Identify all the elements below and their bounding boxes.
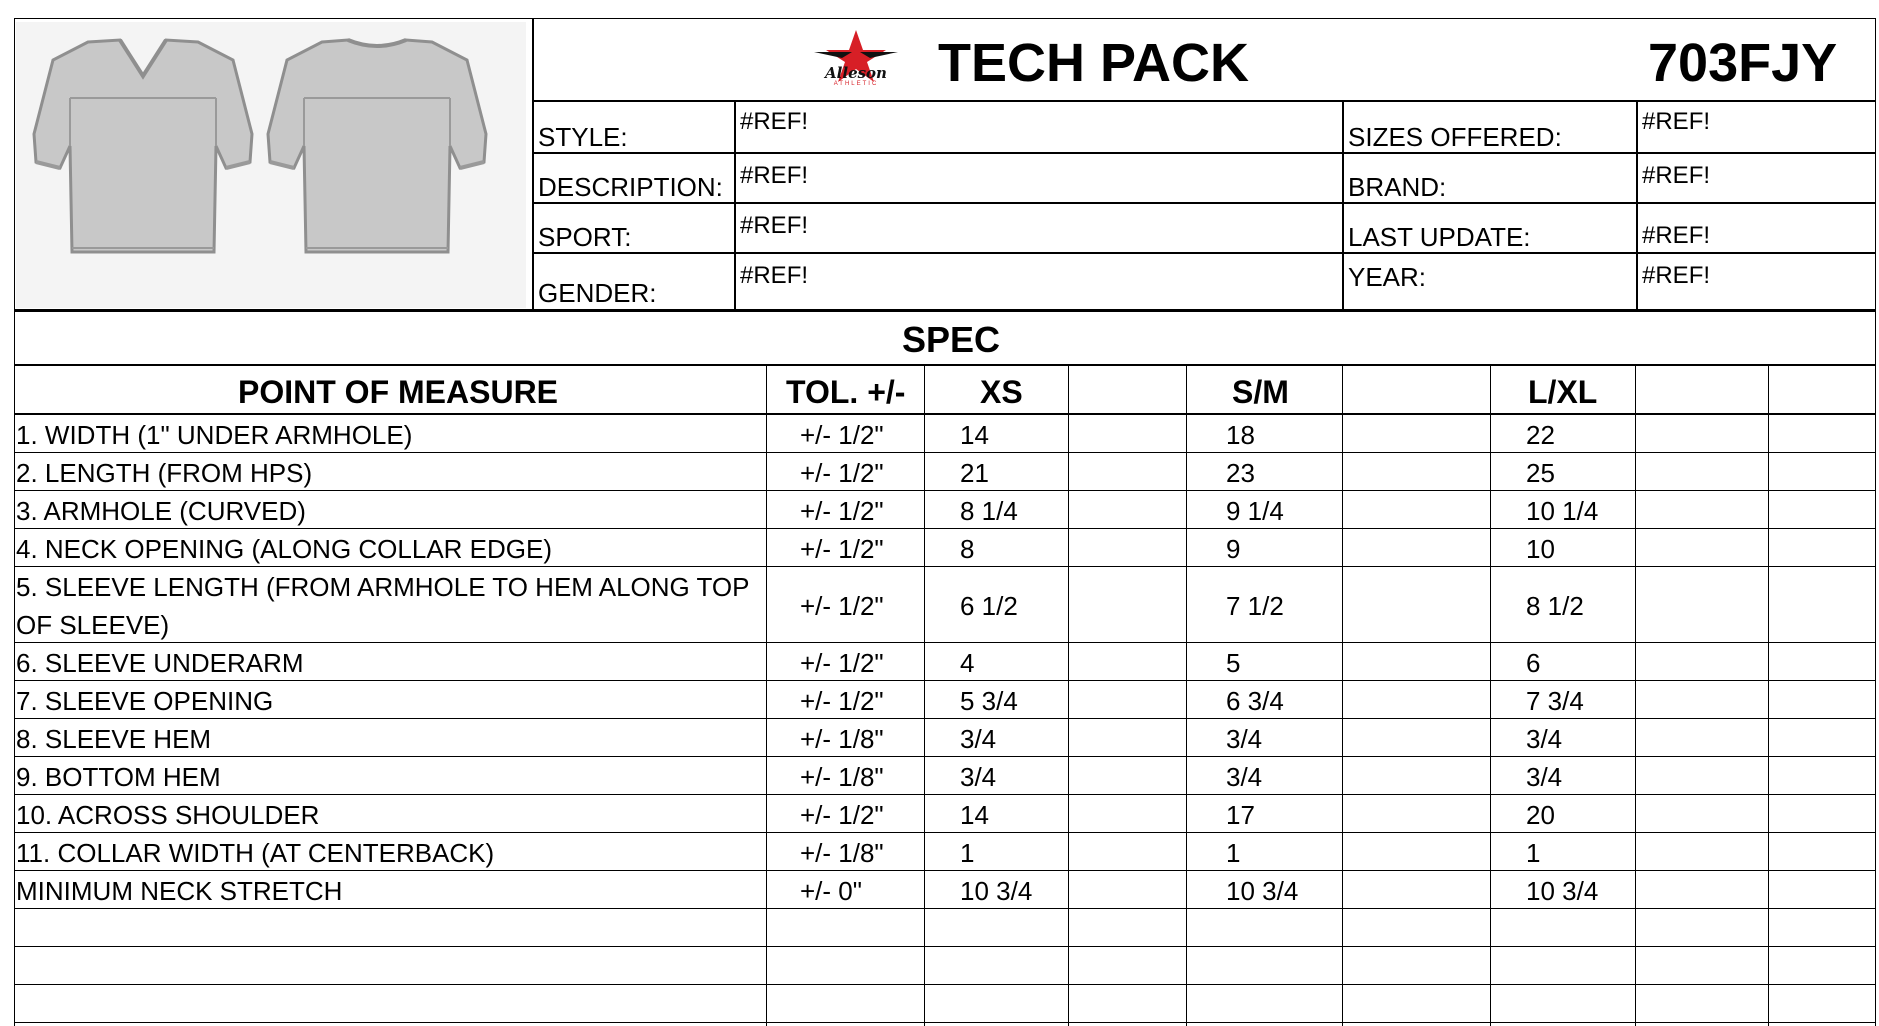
grid-line	[14, 1022, 1876, 1023]
page-title: TECH PACK	[938, 33, 1250, 93]
year-value: #REF!	[1642, 262, 1711, 289]
grid-line	[14, 794, 1876, 795]
grid-line	[14, 832, 1876, 833]
alleson-logo	[812, 28, 900, 86]
style-number: 703FJY	[1648, 33, 1838, 93]
alleson-logo-wordmark: Alleson	[825, 64, 887, 82]
size-value-sm: 1	[1226, 838, 1241, 868]
tolerance-value: +/- 1/2"	[800, 420, 884, 450]
grid-line	[14, 413, 1876, 415]
tolerance-value: +/- 1/8"	[800, 724, 884, 754]
grid-line	[14, 718, 1876, 719]
grid-line	[532, 18, 534, 311]
measure-point: 11. COLLAR WIDTH (AT CENTERBACK)	[16, 838, 495, 868]
tolerance-value: +/- 1/2"	[800, 496, 884, 526]
sport-label: SPORT:	[538, 222, 632, 252]
size-value-sm: 9 1/4	[1226, 496, 1284, 526]
size-value-lxl: 6	[1526, 648, 1541, 678]
measure-point: 1. WIDTH (1" UNDER ARMHOLE)	[16, 420, 413, 450]
size-value-sm: 18	[1226, 420, 1255, 450]
tolerance-value: +/- 1/2"	[800, 458, 884, 488]
sizes-offered-label: SIZES OFFERED:	[1348, 122, 1562, 152]
sport-value: #REF!	[740, 212, 809, 239]
alleson-logo-subtext: ATHLETIC	[833, 81, 879, 86]
gender-label: GENDER:	[538, 278, 657, 308]
description-label: DESCRIPTION:	[538, 172, 723, 202]
style-label: STYLE:	[538, 122, 628, 152]
grid-line	[14, 908, 1876, 909]
size-value-xs: 3/4	[960, 724, 997, 754]
size-value-sm: 5	[1226, 648, 1241, 678]
grid-line	[14, 18, 15, 1026]
brand-value: #REF!	[1642, 162, 1711, 189]
grid-line	[14, 364, 1876, 366]
size-header-lxl: L/XL	[1528, 374, 1598, 410]
size-value-sm: 6 3/4	[1226, 686, 1284, 716]
size-value-lxl: 3/4	[1526, 762, 1563, 792]
jersey-back-sketch	[262, 38, 492, 258]
size-value-xs: 10 3/4	[960, 876, 1033, 906]
description-value: #REF!	[740, 162, 809, 189]
grid-line	[1186, 364, 1187, 1026]
tolerance-value: +/- 1/2"	[800, 534, 884, 564]
grid-line	[1635, 364, 1636, 1026]
grid-line	[14, 566, 1876, 567]
size-value-lxl: 8 1/2	[1526, 591, 1584, 621]
measure-point: 7. SLEEVE OPENING	[16, 686, 274, 716]
brand-label: BRAND:	[1348, 172, 1447, 202]
measure-point: 4. NECK OPENING (ALONG COLLAR EDGE)	[16, 534, 553, 564]
grid-line	[1342, 100, 1344, 311]
size-value-lxl: 22	[1526, 420, 1555, 450]
grid-line	[1490, 364, 1491, 1026]
size-value-xs: 4	[960, 648, 975, 678]
gender-value: #REF!	[740, 262, 809, 289]
grid-line	[14, 756, 1876, 757]
pom-header: POINT OF MEASURE	[238, 374, 559, 410]
size-header-xs: XS	[980, 374, 1023, 410]
size-value-lxl: 10 1/4	[1526, 496, 1599, 526]
measure-point: 10. ACROSS SHOULDER	[16, 800, 320, 830]
size-value-xs: 6 1/2	[960, 591, 1018, 621]
measure-point: MINIMUM NECK STRETCH	[16, 876, 343, 906]
grid-line	[14, 984, 1876, 985]
tolerance-value: +/- 1/8"	[800, 838, 884, 868]
size-value-xs: 8 1/4	[960, 496, 1018, 526]
grid-line	[14, 490, 1876, 491]
size-value-sm: 9	[1226, 534, 1241, 564]
size-value-xs: 21	[960, 458, 989, 488]
grid-line	[766, 364, 767, 1026]
size-value-lxl: 10 3/4	[1526, 876, 1599, 906]
grid-line	[1068, 364, 1069, 1026]
tolerance-value: +/- 0"	[800, 876, 862, 906]
last-update-value: #REF!	[1642, 222, 1711, 249]
size-value-xs: 8	[960, 534, 975, 564]
size-value-sm: 10 3/4	[1226, 876, 1299, 906]
size-value-lxl: 3/4	[1526, 724, 1563, 754]
tolerance-value: +/- 1/8"	[800, 762, 884, 792]
measure-point: 5. SLEEVE LENGTH (FROM ARMHOLE TO HEM ALONG TOP OF SLEEVE)	[16, 572, 750, 640]
grid-line	[1636, 100, 1638, 311]
size-value-xs: 14	[960, 800, 989, 830]
measure-point: 3. ARMHOLE (CURVED)	[16, 496, 306, 526]
year-label: YEAR:	[1348, 262, 1427, 292]
grid-line	[1768, 364, 1769, 1026]
sizes-offered-value: #REF!	[1642, 108, 1711, 135]
size-value-sm: 23	[1226, 458, 1255, 488]
size-value-lxl: 7 3/4	[1526, 686, 1584, 716]
size-value-lxl: 1	[1526, 838, 1541, 868]
size-value-xs: 14	[960, 420, 989, 450]
grid-line	[14, 946, 1876, 947]
size-header-sm: S/M	[1232, 374, 1289, 410]
grid-line	[1342, 364, 1343, 1026]
grid-line	[924, 364, 925, 1026]
grid-line	[14, 870, 1876, 871]
tolerance-value: +/- 1/2"	[800, 686, 884, 716]
last-update-label: LAST UPDATE:	[1348, 222, 1531, 252]
size-value-lxl: 10	[1526, 534, 1555, 564]
grid-line	[14, 309, 1876, 312]
measure-point: 6. SLEEVE UNDERARM	[16, 648, 304, 678]
grid-line	[14, 528, 1876, 529]
size-value-lxl: 20	[1526, 800, 1555, 830]
grid-line	[14, 18, 1876, 19]
grid-line	[734, 100, 736, 311]
grid-line	[14, 452, 1876, 453]
size-value-sm: 3/4	[1226, 724, 1263, 754]
size-value-lxl: 25	[1526, 458, 1555, 488]
size-value-xs: 3/4	[960, 762, 997, 792]
jersey-front-sketch	[28, 38, 258, 258]
tolerance-header: TOL. +/-	[786, 374, 906, 410]
size-value-sm: 17	[1226, 800, 1255, 830]
grid-line	[1875, 18, 1876, 1026]
grid-line	[14, 680, 1876, 681]
size-value-xs: 5 3/4	[960, 686, 1018, 716]
grid-line	[14, 642, 1876, 643]
measure-point: 8. SLEEVE HEM	[16, 724, 212, 754]
tolerance-value: +/- 1/2"	[800, 800, 884, 830]
tolerance-value: +/- 1/2"	[800, 591, 884, 621]
measure-point: 2. LENGTH (FROM HPS)	[16, 458, 313, 488]
size-value-sm: 7 1/2	[1226, 591, 1284, 621]
style-value: #REF!	[740, 108, 809, 135]
size-value-sm: 3/4	[1226, 762, 1263, 792]
size-value-xs: 1	[960, 838, 975, 868]
measure-point: 9. BOTTOM HEM	[16, 762, 221, 792]
spec-title: SPEC	[902, 319, 1001, 360]
tolerance-value: +/- 1/2"	[800, 648, 884, 678]
